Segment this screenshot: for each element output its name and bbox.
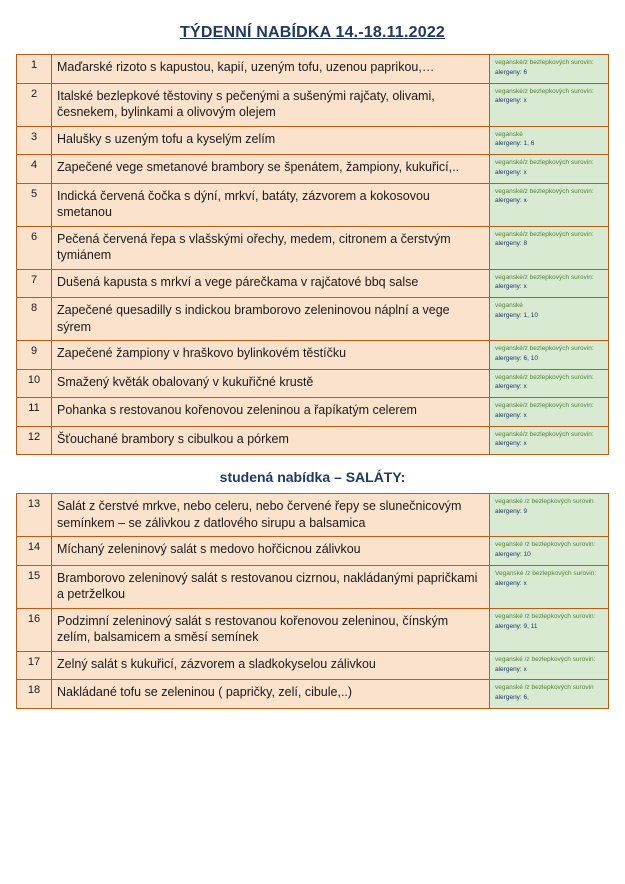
salads-table [16,493,609,709]
vegan-label: Veganské /z bezlepkových surovin: [495,569,597,577]
table-row [17,155,609,184]
item-description: Bramborovo zeleninový salát s restovanou cizrnou, nakládanými papričkami a petrželkou [52,565,490,608]
item-tags [490,494,609,537]
table-row [17,494,609,537]
item-number: 11 [17,398,52,427]
vegan-label: veganské /z bezlepkových surovin [495,498,594,506]
table-row [17,565,609,608]
item-description: Smažený květák obalovaný v kukuřičné krustě [52,369,490,398]
item-description: Pohanka s restovanou kořenovou zeleninou a řapíkatým celerem [52,398,490,427]
vegan-label: veganské/z bezlepkových surovin: [495,430,594,438]
table-row [17,269,609,298]
table-row [17,369,609,398]
item-description: Salát z čerstvé mrkve, nebo celeru, nebo červené řepy se slunečnicovým semínkem – se zálivkou z datlového sirupu a balsamica [52,494,490,537]
item-tags [490,126,609,155]
item-number: 12 [17,426,52,455]
item-description: Halušky s uzeným tofu a kyselým zelím [52,126,490,155]
table-row [17,537,609,566]
item-number: 16 [17,608,52,651]
weekly-menu-table [16,54,609,455]
vegan-label: veganské /z bezlepkových surovin: [495,541,596,549]
item-number: 3 [17,126,52,155]
allergens-label: alergeny: 6 [495,68,528,76]
page-title: TÝDENNÍ NABÍDKA 14.-18.11.2022 [179,24,446,41]
item-tags [490,55,609,84]
item-number: 7 [17,269,52,298]
table-row [17,83,609,126]
item-description: Podzimní zeleninový salát s restovanou kořenovou zeleninou, čínským zelím, balsamicem a směsí semínek [52,608,490,651]
vegan-label: veganské/z bezlepkových surovin: [495,373,594,381]
item-description: Dušená kapusta s mrkví a vege párečkama v rajčatové bbq salse [52,269,490,298]
table-row [17,398,609,427]
allergens-label: alergeny: x [495,440,527,448]
vegan-label: veganské [495,130,523,138]
item-number: 17 [17,651,52,680]
allergens-label: alergeny: 6, 10 [495,354,539,362]
allergens-label: alergeny: x [495,168,527,176]
vegan-label: veganské /z bezlepkových surovin [495,684,594,692]
item-tags [490,369,609,398]
vegan-label: veganské /z bezlepkových surovin: [495,612,596,620]
table-row [17,126,609,155]
allergens-label: alergeny: 9 [495,508,528,516]
item-description: Šťouchané brambory s cibulkou a pórkem [52,426,490,455]
table-row [17,341,609,370]
vegan-label: veganské/z bezlepkových surovin: [495,273,594,281]
table-row [17,608,609,651]
item-tags [490,680,609,709]
item-tags [490,426,609,455]
allergens-label: alergeny: 9, 11 [495,622,538,630]
item-description: Italské bezlepkové těstoviny s pečenými a sušenými rajčaty, olivami, česnekem, bylinkami a olivovým olejem [52,83,490,126]
allergens-label: alergeny: x [495,411,527,419]
item-number: 5 [17,183,52,226]
table-row [17,651,609,680]
table-row [17,226,609,269]
item-tags [490,83,609,126]
item-tags [490,565,609,608]
allergens-label: alergeny: x [495,97,527,105]
allergens-label: alergeny: x [495,197,527,205]
allergens-label: alergeny: x [495,579,527,587]
table-row [17,680,609,709]
table-row [17,183,609,226]
item-tags [490,155,609,184]
allergens-label: alergeny: 1, 10 [495,311,539,319]
allergens-label: alergeny: x [495,665,527,673]
vegan-label: veganské/z bezlepkových surovin: [495,159,594,167]
salads-section-title: studená nabídka – SALÁTY: [219,469,406,486]
item-number: 15 [17,565,52,608]
vegan-label: veganské/z bezlepkových surovin: [495,187,594,195]
table-row [17,298,609,341]
item-tags [490,651,609,680]
item-description: Maďarské rizoto s kapustou, kapií, uzeným tofu, uzenou paprikou,… [52,55,490,84]
item-number: 10 [17,369,52,398]
allergens-label: alergeny: x [495,283,527,291]
item-description: Zapečené vege smetanové brambory se špenátem, žampiony, kukuřicí,.. [52,155,490,184]
item-description: Zapečené quesadilly s indickou bramborovo zeleninovou náplní a vege sýrem [52,298,490,341]
allergens-label: alergeny: x [495,383,527,391]
item-tags [490,341,609,370]
item-tags [490,269,609,298]
item-tags [490,226,609,269]
vegan-label: veganské/z bezlepkových surovin: [495,87,594,95]
item-tags [490,183,609,226]
vegan-label: veganské [495,302,523,310]
vegan-label: veganské/z bezlepkových surovin: [495,345,594,353]
item-description: Zelný salát s kukuřicí, zázvorem a sladkokyselou zálivkou [52,651,490,680]
item-tags [490,298,609,341]
weekly-menu-body [17,55,609,455]
vegan-label: veganské/z bezlepkových surovin: [495,59,594,66]
item-description: Pečená červená řepa s vlašskými ořechy, medem, citronem a čerstvým tymiánem [52,226,490,269]
item-number: 8 [17,298,52,341]
vegan-label: veganské /z bezlepkových surovin: [495,655,596,663]
allergens-label: alergeny: 8 [495,240,528,248]
item-description: Nakládané tofu se zeleninou ( papričky, zelí, cibule,..) [52,680,490,709]
item-number: 2 [17,83,52,126]
item-description: Zapečené žampiony v hraškovo bylinkovém těstíčku [52,341,490,370]
item-number: 4 [17,155,52,184]
item-number: 9 [17,341,52,370]
item-description: Indická červená čočka s dýní, mrkví, batáty, zázvorem a kokosovou smetanou [52,183,490,226]
salads-body [17,494,609,709]
item-number: 18 [17,680,52,709]
item-number: 6 [17,226,52,269]
item-description: Míchaný zeleninový salát s medovo hořčicnou zálivkou [52,537,490,566]
item-number: 13 [17,494,52,537]
allergens-label: alergeny: 10 [495,551,531,559]
allergens-label: alergeny: 6, [495,694,529,702]
item-number: 14 [17,537,52,566]
vegan-label: veganské/z bezlepkových surovin: [495,230,594,238]
item-number: 1 [17,55,52,84]
allergens-label: alergeny: 1, 6 [495,140,535,148]
vegan-label: veganské/z bezlepkových surovin: [495,402,594,410]
item-tags [490,398,609,427]
table-row [17,55,609,84]
item-tags [490,537,609,566]
table-row [17,426,609,455]
item-tags [490,608,609,651]
